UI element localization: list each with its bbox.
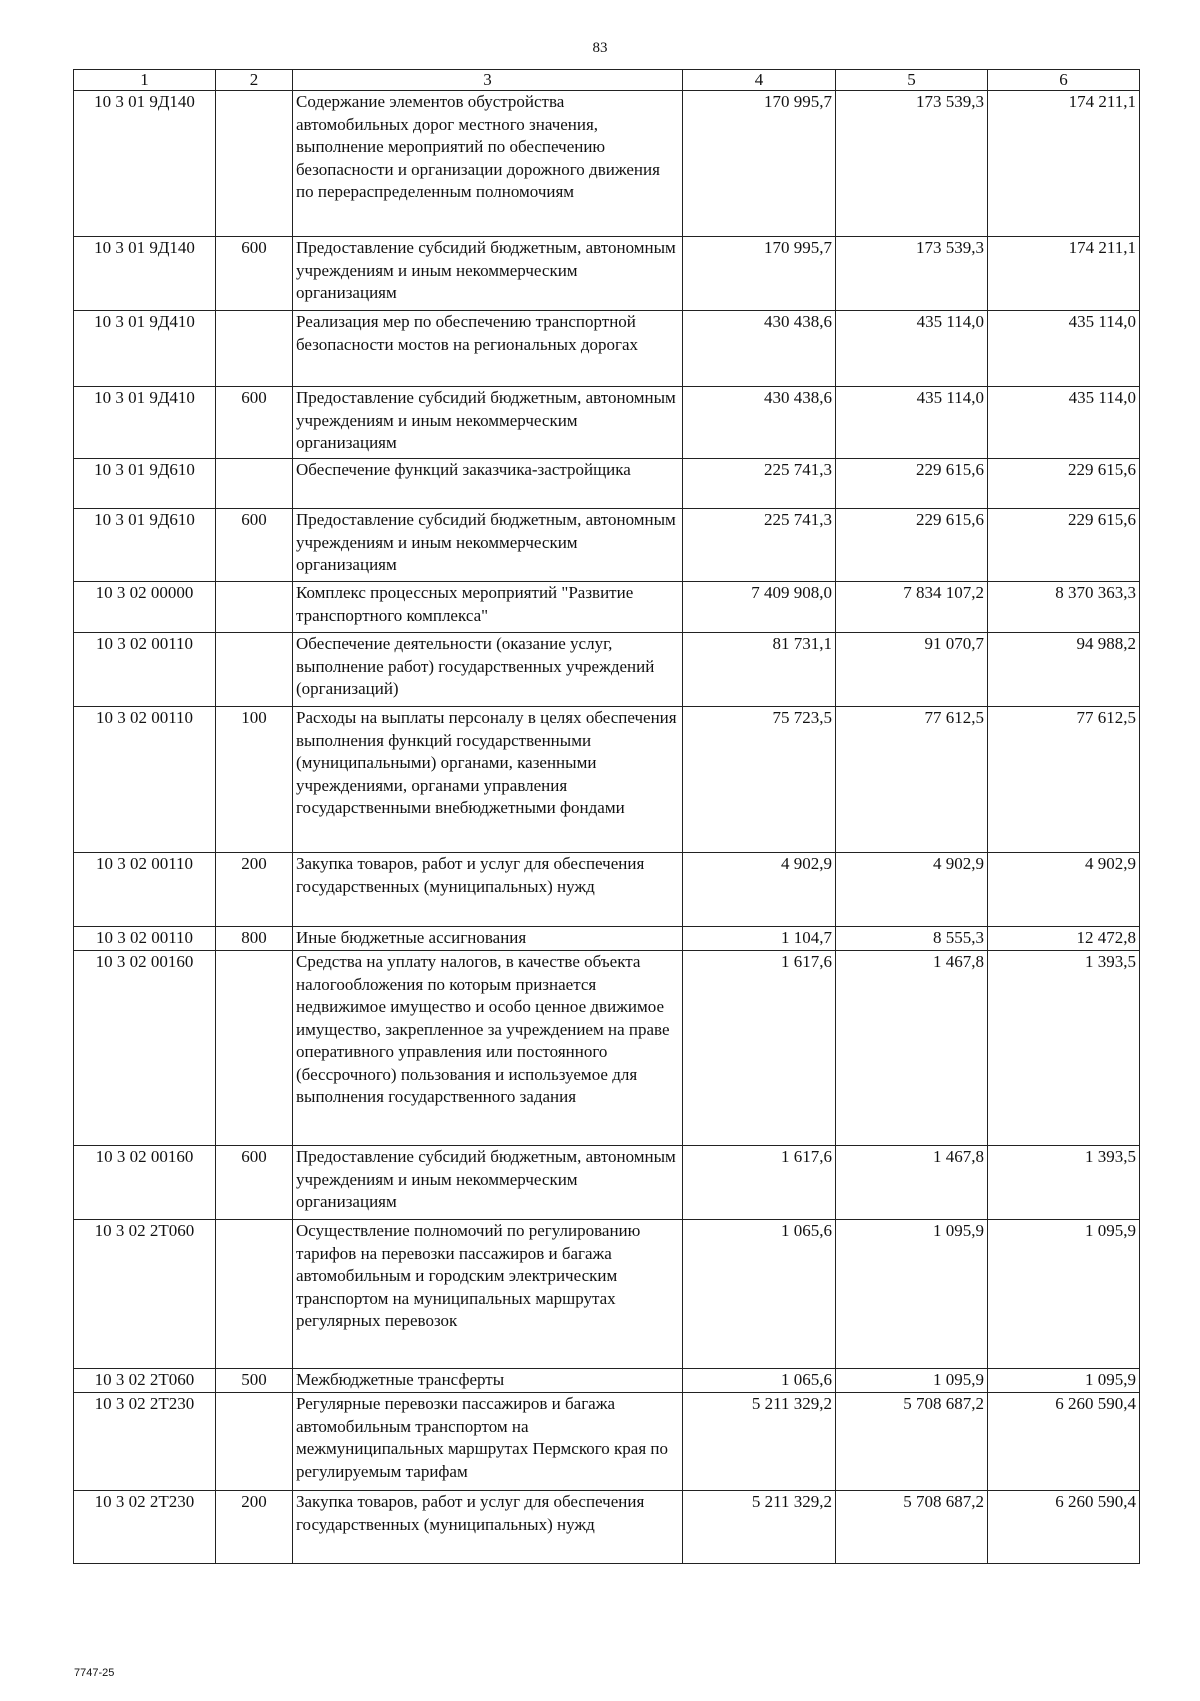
row-expense-type [216, 1220, 293, 1369]
row-code: 10 3 01 9Д140 [74, 237, 216, 311]
row-value-2: 7 834 107,2 [836, 582, 988, 633]
row-value-1: 4 902,9 [683, 853, 836, 927]
header-col-5: 5 [836, 70, 988, 91]
table-row [74, 91, 1140, 237]
row-value-2: 435 114,0 [836, 387, 988, 459]
row-name: Реализация мер по обеспечению транспортной безопасности мостов на региональных дорогах [293, 311, 683, 387]
row-value-2: 173 539,3 [836, 237, 988, 311]
row-code: 10 3 02 00110 [74, 707, 216, 853]
row-value-1: 430 438,6 [683, 311, 836, 387]
row-value-3: 1 393,5 [988, 1146, 1140, 1220]
table-row [74, 1220, 1140, 1369]
row-value-2: 91 070,7 [836, 633, 988, 707]
row-name: Предоставление субсидий бюджетным, автономным учреждениям и иным некоммерческим организациям [293, 237, 683, 311]
row-value-2: 229 615,6 [836, 459, 988, 509]
row-value-1: 170 995,7 [683, 91, 836, 237]
row-value-2: 1 467,8 [836, 951, 988, 1146]
row-code: 10 3 02 00160 [74, 951, 216, 1146]
row-name: Закупка товаров, работ и услуг для обеспечения государственных (муниципальных) нужд [293, 1491, 683, 1564]
header-col-3: 3 [293, 70, 683, 91]
document-code: 7747-25 [74, 1667, 115, 1679]
table-row [74, 1146, 1140, 1220]
row-name: Содержание элементов обустройства автомобильных дорог местного значения, выполнение мероприятий по обеспечению безопасности и организации дорожного движения по перераспределенным полномочиям [293, 91, 683, 237]
row-expense-type [216, 91, 293, 237]
row-value-3: 8 370 363,3 [988, 582, 1140, 633]
row-code: 10 3 01 9Д610 [74, 459, 216, 509]
table-row [74, 582, 1140, 633]
row-name: Иные бюджетные ассигнования [293, 927, 683, 951]
row-value-3: 4 902,9 [988, 853, 1140, 927]
table-row [74, 387, 1140, 459]
row-value-3: 229 615,6 [988, 459, 1140, 509]
row-expense-type: 600 [216, 1146, 293, 1220]
row-value-1: 7 409 908,0 [683, 582, 836, 633]
row-expense-type: 200 [216, 1491, 293, 1564]
table-row [74, 853, 1140, 927]
row-code: 10 3 01 9Д410 [74, 311, 216, 387]
row-value-2: 77 612,5 [836, 707, 988, 853]
row-name: Осуществление полномочий по регулированию тарифов на перевозки пассажиров и багажа автомобильным и городским электрическим транспортом на муниципальных маршрутах регулярных перевозок [293, 1220, 683, 1369]
row-name: Регулярные перевозки пассажиров и багажа автомобильным транспортом на межмуниципальных маршрутах Пермского края по регулируемым тарифам [293, 1393, 683, 1491]
budget-table [73, 69, 1140, 1564]
row-value-2: 1 095,9 [836, 1220, 988, 1369]
table-row [74, 1393, 1140, 1491]
row-value-3: 229 615,6 [988, 509, 1140, 582]
row-expense-type: 500 [216, 1369, 293, 1393]
header-col-6: 6 [988, 70, 1140, 91]
row-value-3: 1 095,9 [988, 1369, 1140, 1393]
row-value-3: 6 260 590,4 [988, 1491, 1140, 1564]
row-value-2: 229 615,6 [836, 509, 988, 582]
table-row [74, 1369, 1140, 1393]
row-value-3: 174 211,1 [988, 91, 1140, 237]
table-row [74, 927, 1140, 951]
row-name: Предоставление субсидий бюджетным, автономным учреждениям и иным некоммерческим организациям [293, 1146, 683, 1220]
row-expense-type: 600 [216, 237, 293, 311]
row-expense-type: 600 [216, 387, 293, 459]
row-value-1: 81 731,1 [683, 633, 836, 707]
row-value-3: 435 114,0 [988, 311, 1140, 387]
row-name: Закупка товаров, работ и услуг для обеспечения государственных (муниципальных) нужд [293, 853, 683, 927]
header-col-4: 4 [683, 70, 836, 91]
row-expense-type [216, 459, 293, 509]
row-expense-type [216, 1393, 293, 1491]
row-value-2: 1 095,9 [836, 1369, 988, 1393]
row-value-1: 225 741,3 [683, 509, 836, 582]
row-code: 10 3 01 9Д140 [74, 91, 216, 237]
row-value-3: 77 612,5 [988, 707, 1140, 853]
row-code: 10 3 02 2Т060 [74, 1220, 216, 1369]
row-name: Обеспечение деятельности (оказание услуг, выполнение работ) государственных учреждений (организаций) [293, 633, 683, 707]
row-code: 10 3 02 00000 [74, 582, 216, 633]
row-value-2: 8 555,3 [836, 927, 988, 951]
table-row [74, 237, 1140, 311]
row-value-3: 1 393,5 [988, 951, 1140, 1146]
row-value-1: 1 617,6 [683, 951, 836, 1146]
row-value-1: 1 617,6 [683, 1146, 836, 1220]
row-value-3: 174 211,1 [988, 237, 1140, 311]
row-name: Межбюджетные трансферты [293, 1369, 683, 1393]
row-value-1: 225 741,3 [683, 459, 836, 509]
row-code: 10 3 02 00110 [74, 927, 216, 951]
row-value-3: 94 988,2 [988, 633, 1140, 707]
row-value-1: 170 995,7 [683, 237, 836, 311]
row-expense-type: 600 [216, 509, 293, 582]
row-value-2: 5 708 687,2 [836, 1393, 988, 1491]
row-name: Комплекс процессных мероприятий "Развитие транспортного комплекса" [293, 582, 683, 633]
table-row [74, 1491, 1140, 1564]
row-value-2: 1 467,8 [836, 1146, 988, 1220]
row-name: Предоставление субсидий бюджетным, автономным учреждениям и иным некоммерческим организациям [293, 387, 683, 459]
row-code: 10 3 01 9Д610 [74, 509, 216, 582]
row-value-1: 1 065,6 [683, 1369, 836, 1393]
row-code: 10 3 02 00160 [74, 1146, 216, 1220]
row-value-3: 435 114,0 [988, 387, 1140, 459]
row-expense-type: 800 [216, 927, 293, 951]
table-row [74, 459, 1140, 509]
row-value-1: 1 104,7 [683, 927, 836, 951]
row-value-2: 4 902,9 [836, 853, 988, 927]
row-name: Обеспечение функций заказчика-застройщика [293, 459, 683, 509]
row-expense-type [216, 951, 293, 1146]
row-expense-type [216, 311, 293, 387]
row-code: 10 3 02 2Т230 [74, 1393, 216, 1491]
row-value-3: 1 095,9 [988, 1220, 1140, 1369]
page-number: 83 [592, 40, 608, 56]
row-code: 10 3 02 2Т230 [74, 1491, 216, 1564]
row-value-2: 435 114,0 [836, 311, 988, 387]
row-code: 10 3 02 00110 [74, 853, 216, 927]
row-value-1: 5 211 329,2 [683, 1393, 836, 1491]
row-value-2: 5 708 687,2 [836, 1491, 988, 1564]
row-value-3: 6 260 590,4 [988, 1393, 1140, 1491]
row-name: Расходы на выплаты персоналу в целях обеспечения выполнения функций государственными (муниципальными) органами, казенными учреждениями, органами управления государственными внебюджетными фондами [293, 707, 683, 853]
row-value-2: 173 539,3 [836, 91, 988, 237]
header-col-2: 2 [216, 70, 293, 91]
row-expense-type: 200 [216, 853, 293, 927]
row-value-1: 1 065,6 [683, 1220, 836, 1369]
table-row [74, 311, 1140, 387]
table-row [74, 509, 1140, 582]
row-name: Предоставление субсидий бюджетным, автономным учреждениям и иным некоммерческим организациям [293, 509, 683, 582]
row-expense-type: 100 [216, 707, 293, 853]
header-col-1: 1 [74, 70, 216, 91]
row-code: 10 3 02 00110 [74, 633, 216, 707]
row-expense-type [216, 582, 293, 633]
row-value-1: 430 438,6 [683, 387, 836, 459]
table-row [74, 633, 1140, 707]
table-row [74, 707, 1140, 853]
row-name: Средства на уплату налогов, в качестве объекта налогообложения по которым признается недвижимое имущество и особо ценное движимое имущество, закрепленное за учреждением на праве оперативного управления или постоянного (бессрочного) пользования и используемое для выполнения государственного задания [293, 951, 683, 1146]
table-row [74, 951, 1140, 1146]
row-value-3: 12 472,8 [988, 927, 1140, 951]
row-code: 10 3 02 2Т060 [74, 1369, 216, 1393]
row-value-1: 5 211 329,2 [683, 1491, 836, 1564]
row-code: 10 3 01 9Д410 [74, 387, 216, 459]
row-value-1: 75 723,5 [683, 707, 836, 853]
row-expense-type [216, 633, 293, 707]
table-header-row [74, 70, 1140, 91]
